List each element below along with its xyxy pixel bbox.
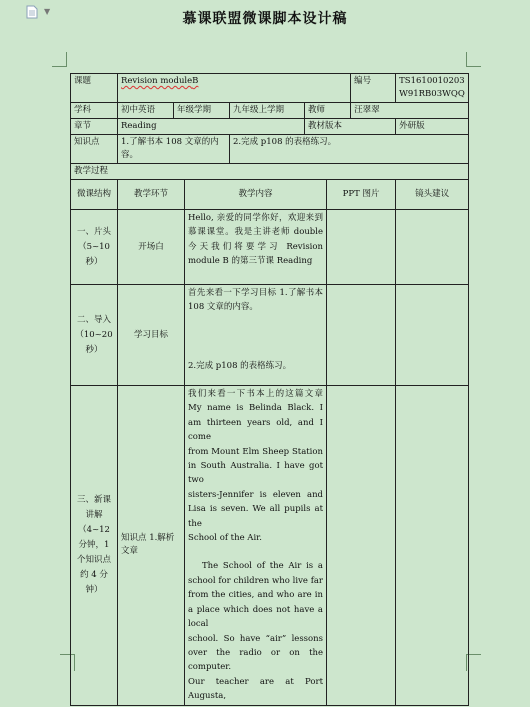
subject-value[interactable]: 初中英语	[118, 103, 174, 119]
structure-cell: 三、新课讲解（4~12 分钟，1 个知识点约 4 分钟）	[71, 386, 118, 706]
script-table-container	[70, 73, 468, 706]
topic-value-a: Revision module	[121, 76, 193, 86]
process-row-lead	[71, 285, 469, 386]
edition-label: 教材版本	[305, 119, 396, 135]
subject-label: 学科	[71, 103, 118, 119]
process-row-intro	[71, 210, 469, 285]
content-paragraph: Hello, 亲爱的同学你好，欢迎来到慕课课堂。我是主讲老师 double 今天我们将要学习 Revision module B 的第三节课 Reading	[188, 213, 323, 267]
chevron-down-icon[interactable]: ▼	[44, 7, 51, 16]
step-cell: 开场白	[118, 210, 185, 285]
crop-mark	[52, 52, 67, 67]
content-paragraph: The School of the Air is a school for children who live far from the cities, and who are in a place which does not have a local	[188, 561, 323, 630]
chapter-value[interactable]: Reading	[118, 119, 305, 135]
content-paragraph: Our teacher are at Port Augusta,	[188, 676, 323, 702]
header-camera: 镜头建议	[396, 180, 469, 210]
content-paragraph: 我们来看一下书本上的这篇文章 My name is Belinda Black. I am thirteen years old, and I come	[188, 389, 323, 443]
process-label: 教学过程	[71, 164, 469, 180]
process-row-lesson	[71, 386, 469, 706]
teacher-value[interactable]: 汪翠翠	[351, 103, 469, 119]
content-cell[interactable]	[185, 386, 327, 706]
process-header-row	[71, 180, 469, 210]
knowledge-row	[71, 135, 469, 164]
code-label: 编号	[351, 74, 396, 103]
chapter-row	[71, 119, 469, 135]
content-paragraph: School of the Air.	[188, 533, 262, 544]
ppt-cell[interactable]	[327, 285, 396, 386]
content-paragraph: 2.完成 p108 的表格练习。	[188, 360, 292, 371]
content-cell[interactable]	[185, 285, 327, 386]
camera-cell[interactable]	[396, 210, 469, 285]
semester-label: 年级学期	[174, 103, 230, 119]
step-cell: 学习目标	[118, 285, 185, 386]
crop-mark	[466, 52, 481, 67]
knowledge-label: 知识点	[71, 135, 118, 164]
teacher-label: 教师	[305, 103, 351, 119]
camera-cell[interactable]	[396, 386, 469, 706]
camera-cell[interactable]	[396, 285, 469, 386]
content-paragraph: sisters-Jennifer is eleven and Lisa is seven. We all pupils at the	[188, 489, 323, 529]
structure-cell: 二、导入（10~20 秒）	[71, 285, 118, 386]
ppt-cell[interactable]	[327, 210, 396, 285]
code-value-line2: W91RB03WQQ	[399, 89, 465, 99]
structure-cell: 一、片头（5~10 秒）	[71, 210, 118, 285]
topic-value[interactable]	[118, 74, 351, 103]
document-title: 慕课联盟微课脚本设计稿	[182, 11, 348, 27]
header-content: 教学内容	[185, 180, 327, 210]
chapter-label: 章节	[71, 119, 118, 135]
script-table	[70, 73, 469, 706]
ppt-cell[interactable]	[327, 386, 396, 706]
header-ppt: PPT 图片	[327, 180, 396, 210]
semester-value[interactable]: 九年级上学期	[230, 103, 305, 119]
topic-value-b: B	[192, 76, 199, 86]
topic-row	[71, 74, 469, 103]
content-paragraph: school. So have “air” lessons over the radio or on the computer.	[188, 633, 323, 673]
header-step: 教学环节	[118, 180, 185, 210]
subject-row	[71, 103, 469, 119]
step-cell: 知识点 1.解析文章	[118, 386, 185, 706]
knowledge-1[interactable]: 1.了解书本 108 文章的内容。	[118, 135, 230, 164]
code-value-line1: TS1610010203	[399, 76, 465, 86]
edition-value[interactable]: 外研版	[396, 119, 469, 135]
process-label-row	[71, 164, 469, 180]
code-value[interactable]	[396, 74, 469, 103]
topic-label: 课题	[71, 74, 118, 103]
content-paragraph: 首先来看一下学习目标 1.了解书本 108 文章的内容。	[188, 288, 323, 313]
content-cell[interactable]	[185, 210, 327, 285]
header-structure: 微课结构	[71, 180, 118, 210]
content-paragraph: from Mount Elm Sheep Station in South Australia. I have got two	[188, 446, 323, 486]
knowledge-2[interactable]: 2.完成 p108 的表格练习。	[230, 135, 469, 164]
